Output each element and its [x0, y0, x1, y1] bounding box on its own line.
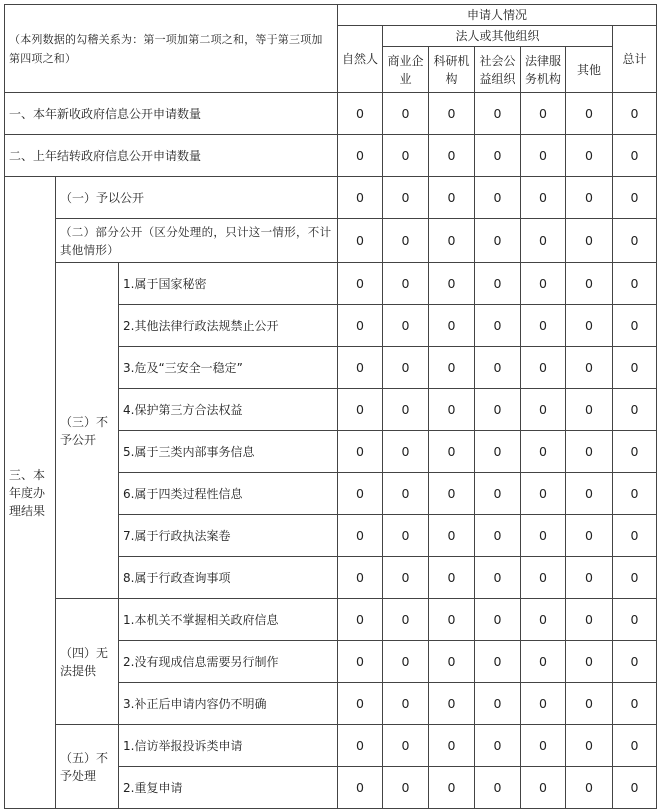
value-cell: 0: [338, 177, 383, 219]
report-table-wrapper: [4, 4, 657, 809]
value-cell: 0: [475, 135, 521, 177]
note-cell: （本列数据的勾稽关系为：第一项加第二项之和，等于第三项加第四项之和）: [5, 5, 338, 93]
value-cell: 0: [521, 219, 566, 263]
government-info-disclosure-table: [4, 4, 657, 809]
value-cell: 0: [613, 725, 657, 767]
row-label: 1.属于国家秘密: [119, 263, 338, 305]
value-cell: 0: [613, 263, 657, 305]
value-cell: 0: [521, 599, 566, 641]
value-cell: 0: [383, 219, 429, 263]
value-cell: 0: [429, 305, 475, 347]
not-disclosed-row: [5, 263, 657, 305]
value-cell: 0: [429, 347, 475, 389]
value-cell: 0: [383, 683, 429, 725]
row-label: 5.属于三类内部事务信息: [119, 431, 338, 473]
value-cell: 0: [475, 725, 521, 767]
value-cell: 0: [566, 389, 613, 431]
value-cell: 0: [383, 305, 429, 347]
value-cell: 0: [566, 93, 613, 135]
not-processed-group-label: （五）不予处理: [56, 725, 119, 809]
value-cell: 0: [338, 599, 383, 641]
value-cell: 0: [613, 93, 657, 135]
value-cell: 0: [566, 177, 613, 219]
value-cell: 0: [429, 767, 475, 809]
row-partially-disclosed: [5, 219, 657, 263]
value-cell: 0: [475, 767, 521, 809]
value-cell: 0: [566, 641, 613, 683]
value-cell: 0: [338, 641, 383, 683]
value-cell: 0: [383, 641, 429, 683]
not-processed-row: [5, 725, 657, 767]
applicant-situation-header: 申请人情况: [338, 5, 657, 26]
value-cell: 0: [475, 557, 521, 599]
value-cell: 0: [566, 219, 613, 263]
value-cell: 0: [383, 135, 429, 177]
row-label: （一）予以公开: [56, 177, 338, 219]
value-cell: 0: [566, 305, 613, 347]
row-label: 1.信访举报投诉类申请: [119, 725, 338, 767]
value-cell: 0: [475, 431, 521, 473]
value-cell: 0: [613, 389, 657, 431]
value-cell: 0: [383, 93, 429, 135]
value-cell: 0: [521, 389, 566, 431]
value-cell: 0: [521, 557, 566, 599]
value-cell: 0: [338, 557, 383, 599]
value-cell: 0: [521, 263, 566, 305]
value-cell: 0: [429, 515, 475, 557]
value-cell: 0: [338, 725, 383, 767]
row-disclosed: [5, 177, 657, 219]
value-cell: 0: [475, 473, 521, 515]
value-cell: 0: [338, 683, 383, 725]
value-cell: 0: [338, 219, 383, 263]
row-label: 7.属于行政执法案卷: [119, 515, 338, 557]
natural-person-header: 自然人: [338, 26, 383, 93]
research-header: 科研机构: [429, 47, 475, 93]
row-label: 2.没有现成信息需要另行制作: [119, 641, 338, 683]
unable-to-provide-row: [5, 599, 657, 641]
row-label: 6.属于四类过程性信息: [119, 473, 338, 515]
unable-to-provide-group-label: （四）无法提供: [56, 599, 119, 725]
value-cell: 0: [613, 431, 657, 473]
row-label: 4.保护第三方合法权益: [119, 389, 338, 431]
value-cell: 0: [613, 177, 657, 219]
value-cell: 0: [429, 93, 475, 135]
row-label: 1.本机关不掌握相关政府信息: [119, 599, 338, 641]
value-cell: 0: [338, 93, 383, 135]
row-new-applications: [5, 93, 657, 135]
legal-service-header: 法律服务机构: [521, 47, 566, 93]
value-cell: 0: [566, 683, 613, 725]
value-cell: 0: [383, 599, 429, 641]
value-cell: 0: [475, 683, 521, 725]
row-label: 3.危及“三安全一稳定”: [119, 347, 338, 389]
value-cell: 0: [383, 725, 429, 767]
legal-group-header: 法人或其他组织: [383, 26, 613, 47]
value-cell: 0: [338, 431, 383, 473]
value-cell: 0: [613, 473, 657, 515]
value-cell: 0: [429, 219, 475, 263]
value-cell: 0: [566, 135, 613, 177]
value-cell: 0: [429, 177, 475, 219]
value-cell: 0: [429, 473, 475, 515]
value-cell: 0: [429, 725, 475, 767]
header-row-1: [5, 5, 657, 26]
value-cell: 0: [429, 641, 475, 683]
commercial-header: 商业企业: [383, 47, 429, 93]
row-label: 一、本年新收政府信息公开申请数量: [5, 93, 338, 135]
value-cell: 0: [475, 263, 521, 305]
value-cell: 0: [566, 767, 613, 809]
value-cell: 0: [338, 767, 383, 809]
row-carried-over: [5, 135, 657, 177]
value-cell: 0: [475, 219, 521, 263]
value-cell: 0: [521, 177, 566, 219]
row-label: 2.其他法律行政法规禁止公开: [119, 305, 338, 347]
value-cell: 0: [383, 347, 429, 389]
value-cell: 0: [566, 725, 613, 767]
value-cell: 0: [566, 263, 613, 305]
value-cell: 0: [613, 599, 657, 641]
value-cell: 0: [475, 641, 521, 683]
value-cell: 0: [429, 557, 475, 599]
value-cell: 0: [566, 557, 613, 599]
value-cell: 0: [613, 641, 657, 683]
value-cell: 0: [521, 767, 566, 809]
value-cell: 0: [338, 389, 383, 431]
value-cell: 0: [429, 135, 475, 177]
value-cell: 0: [613, 557, 657, 599]
value-cell: 0: [429, 431, 475, 473]
value-cell: 0: [338, 305, 383, 347]
value-cell: 0: [521, 93, 566, 135]
value-cell: 0: [383, 177, 429, 219]
value-cell: 0: [429, 683, 475, 725]
value-cell: 0: [338, 473, 383, 515]
value-cell: 0: [338, 263, 383, 305]
value-cell: 0: [521, 347, 566, 389]
value-cell: 0: [566, 599, 613, 641]
value-cell: 0: [521, 431, 566, 473]
value-cell: 0: [429, 599, 475, 641]
value-cell: 0: [475, 93, 521, 135]
value-cell: 0: [338, 515, 383, 557]
row-label: 3.补正后申请内容仍不明确: [119, 683, 338, 725]
not-disclosed-group-label: （三）不予公开: [56, 263, 119, 599]
value-cell: 0: [521, 683, 566, 725]
value-cell: 0: [521, 725, 566, 767]
row-label: 8.属于行政查询事项: [119, 557, 338, 599]
value-cell: 0: [475, 515, 521, 557]
value-cell: 0: [613, 305, 657, 347]
value-cell: 0: [383, 557, 429, 599]
value-cell: 0: [613, 135, 657, 177]
value-cell: 0: [475, 389, 521, 431]
value-cell: 0: [338, 347, 383, 389]
value-cell: 0: [475, 347, 521, 389]
value-cell: 0: [613, 767, 657, 809]
value-cell: 0: [613, 683, 657, 725]
value-cell: 0: [383, 431, 429, 473]
result-group-label: 三、本年度办理结果: [5, 177, 56, 809]
social-header: 社会公益组织: [475, 47, 521, 93]
value-cell: 0: [383, 263, 429, 305]
value-cell: 0: [429, 389, 475, 431]
value-cell: 0: [566, 431, 613, 473]
total-header: 总计: [613, 26, 657, 93]
row-label: 2.重复申请: [119, 767, 338, 809]
value-cell: 0: [338, 135, 383, 177]
value-cell: 0: [475, 599, 521, 641]
value-cell: 0: [383, 389, 429, 431]
value-cell: 0: [521, 515, 566, 557]
value-cell: 0: [475, 177, 521, 219]
value-cell: 0: [566, 347, 613, 389]
value-cell: 0: [613, 347, 657, 389]
value-cell: 0: [383, 515, 429, 557]
value-cell: 0: [521, 641, 566, 683]
value-cell: 0: [383, 767, 429, 809]
other-header: 其他: [566, 47, 613, 93]
value-cell: 0: [521, 305, 566, 347]
row-label: （二）部分公开（区分处理的，只计这一情形，不计其他情形）: [56, 219, 338, 263]
value-cell: 0: [383, 473, 429, 515]
value-cell: 0: [566, 473, 613, 515]
value-cell: 0: [521, 135, 566, 177]
value-cell: 0: [521, 473, 566, 515]
value-cell: 0: [613, 219, 657, 263]
value-cell: 0: [429, 263, 475, 305]
value-cell: 0: [475, 305, 521, 347]
row-label: 二、上年结转政府信息公开申请数量: [5, 135, 338, 177]
value-cell: 0: [566, 515, 613, 557]
value-cell: 0: [613, 515, 657, 557]
